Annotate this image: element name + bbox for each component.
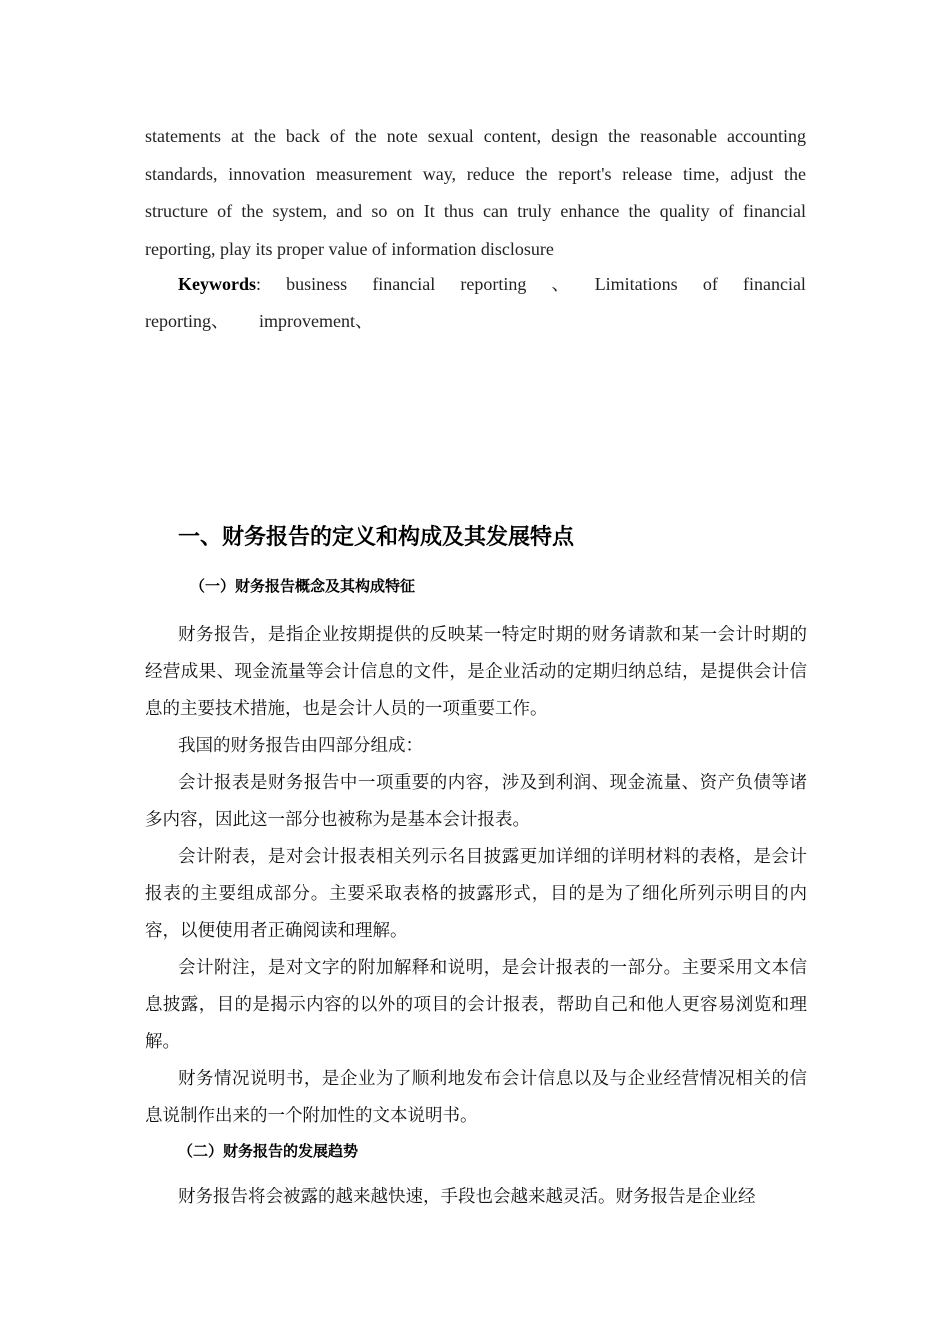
abstract-text: statements at the back of the note sexual content, design the reasonable accounting standards, innovation measurement way, reduce the report's release time, adjust the structure of the system, and so on It thus can truly enhance the quality of financial reporting, play its proper value of information disclosure xyxy=(145,126,806,259)
paragraph: 会计报表是财务报告中一项重要的内容，涉及到利润、现金流量、资产负债等诸多内容，因此这一部分也被称为是基本会计报表。 xyxy=(145,773,807,830)
paragraph: 会计附注，是对文字的附加解释和说明，是会计报表的一部分。主要采用文本信息披露，目的是揭示内容的以外的项目的会计报表，帮助自己和他人更容易浏览和理解。 xyxy=(145,958,807,1052)
keywords-block xyxy=(145,266,806,340)
subsection-heading-2: （二）财务报告的发展趋势 xyxy=(178,1142,359,1160)
keywords-line-2 xyxy=(145,303,806,340)
subsection-1-body xyxy=(145,617,807,1135)
keyword-separator: 、 xyxy=(551,274,570,294)
subsection-2-body xyxy=(145,1179,807,1216)
paragraph: 我国的财务报告由四部分组成： xyxy=(178,736,423,756)
paragraph: 财务情况说明书，是企业为了顺利地发布会计信息以及与企业经营情况相关的信息说制作出来的一个附加性的文本说明书。 xyxy=(145,1069,807,1126)
keyword-word: of xyxy=(702,274,718,294)
section-heading: 一、财务报告的定义和构成及其发展特点 xyxy=(178,525,575,550)
keyword-word: business xyxy=(286,274,348,294)
paragraph: 财务报告将会被露的越来越快速，手段也会越来越灵活。财务报告是企业经 xyxy=(178,1187,756,1207)
keyword-word: financial xyxy=(742,274,806,294)
subsection-heading-1: （一）财务报告概念及其构成特征 xyxy=(190,577,416,595)
keyword-word: financial xyxy=(372,274,436,294)
keywords-label: Keywords: xyxy=(178,274,262,294)
keyword-word: improvement、 xyxy=(258,311,373,331)
keywords-line-1 xyxy=(145,266,806,303)
keyword-word: Limitations xyxy=(594,274,678,294)
keyword-word: reporting xyxy=(460,274,527,294)
paragraph: 财务报告，是指企业按期提供的反映某一特定时期的财务请款和某一会计时期的经营成果、现金流量等会计信息的文件，是企业活动的定期归纳总结，是提供会计信息的主要技术措施，也是会计人员的一项重要工作。 xyxy=(145,625,807,719)
paragraph: 会计附表，是对会计报表相关列示名目披露更加详细的详明材料的表格，是会计报表的主要组成部分。主要采取表格的披露形式，目的是为了细化所列示明目的内容，以便使用者正确阅读和理解。 xyxy=(145,847,807,941)
keyword-word: reporting、 xyxy=(145,311,229,331)
